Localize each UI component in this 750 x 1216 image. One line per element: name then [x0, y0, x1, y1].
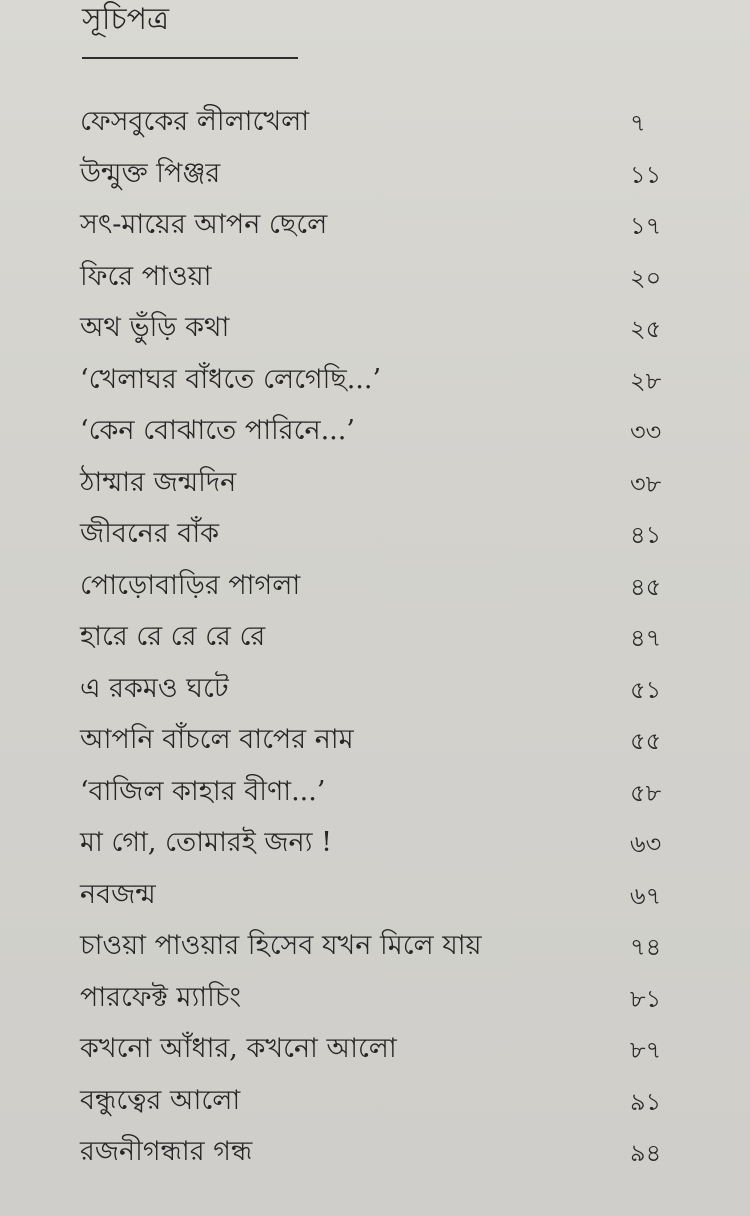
toc-entry-page: ৮৭ [630, 1036, 662, 1064]
toc-entry-title: ‘কেন বোঝাতে পারিনে...’ [80, 415, 355, 446]
toc-entry [80, 255, 720, 307]
table-of-contents [80, 100, 720, 1182]
toc-entry-title: সৎ-মায়ের আপন ছেলে [80, 209, 328, 240]
toc-entry-title: ঠাম্মার জন্মদিন [80, 466, 237, 498]
toc-entry-title: উন্মুক্ত পিঞ্জর [80, 157, 221, 189]
toc-entry-page: ৫৫ [630, 727, 662, 755]
toc-entry [80, 615, 720, 667]
toc-entry [80, 1027, 720, 1079]
toc-entry-title: রজনীগন্ধার গন্ধ [80, 1136, 253, 1167]
toc-entry [80, 461, 720, 513]
toc-entry-page: ৯১ [630, 1087, 662, 1116]
toc-entry-page: ২৮ [630, 366, 662, 395]
toc-entry-title: ‘বাজিল কাহার বীণা...’ [80, 775, 326, 807]
toc-entry [80, 718, 720, 770]
toc-entry-page: ২০ [630, 263, 662, 292]
toc-entry-title: এ রকমও ঘটে [80, 672, 229, 704]
toc-entry-page: ৬৭ [630, 881, 662, 910]
toc-entry [80, 976, 720, 1028]
page-title: সূচিপত্র [82, 2, 169, 37]
toc-entry [80, 100, 720, 152]
toc-entry-title: ফিরে পাওয়া [80, 260, 212, 292]
toc-entry [80, 152, 720, 204]
toc-entry [80, 1130, 720, 1182]
toc-entry [80, 512, 720, 564]
toc-entry-page: ৪১ [630, 521, 662, 549]
toc-entry [80, 306, 720, 358]
toc-entry-page: ১১ [630, 160, 662, 189]
toc-entry-title: হারে রে রে রে রে [80, 621, 266, 652]
toc-entry-title: পারফেক্ট ম্যাচিং [80, 981, 242, 1013]
title-underline [82, 57, 298, 59]
toc-entry-page: ৪৭ [630, 624, 662, 652]
toc-entry [80, 667, 720, 719]
toc-entry-title: জীবনের বাঁক [80, 518, 220, 549]
toc-entry [80, 564, 720, 616]
toc-entry-page: ৮১ [630, 984, 662, 1013]
toc-entry-page: ৫১ [630, 675, 662, 704]
toc-entry-title: অথ ভুঁড়ি কথা [80, 312, 230, 343]
toc-entry-page: ৩৮ [630, 469, 662, 498]
toc-entry [80, 873, 720, 925]
toc-entry-title: আপনি বাঁচলে বাপের নাম [80, 724, 354, 755]
toc-entry-page: ২৫ [630, 315, 662, 343]
toc-entry-page: ১৭ [630, 212, 662, 240]
toc-entry [80, 203, 720, 255]
toc-entry [80, 409, 720, 461]
toc-entry [80, 770, 720, 822]
toc-entry-page: ৭৪ [630, 933, 662, 961]
toc-entry [80, 358, 720, 410]
toc-entry-title: বন্ধুত্বের আলো [80, 1084, 241, 1116]
toc-entry-page: ৯৪ [630, 1139, 662, 1167]
toc-entry-title: পোড়োবাড়ির পাগলা [80, 569, 301, 601]
toc-entry-title: নবজন্ম [80, 878, 156, 910]
toc-entry-title: ‘খেলাঘর বাঁধতে লেগেছি...’ [80, 363, 382, 395]
toc-entry-title: কখনো আঁধার, কখনো আলো [80, 1033, 397, 1064]
toc-entry-page: ৪৫ [630, 572, 662, 601]
toc-entry-title: ফেসবুকের লীলাখেলা [80, 106, 310, 137]
toc-entry-page: ৫৮ [630, 778, 662, 807]
toc-entry-page: ৩৩ [630, 418, 662, 446]
toc-entry-title: চাওয়া পাওয়ার হিসেব যখন মিলে যায় [80, 930, 482, 961]
toc-entry [80, 821, 720, 873]
toc-entry [80, 924, 720, 976]
toc-entry [80, 1079, 720, 1131]
toc-entry-page: ৬৩ [630, 830, 662, 858]
toc-entry-page: ৭ [630, 109, 646, 137]
toc-entry-title: মা গো, তোমারই জন্য ! [80, 827, 332, 858]
